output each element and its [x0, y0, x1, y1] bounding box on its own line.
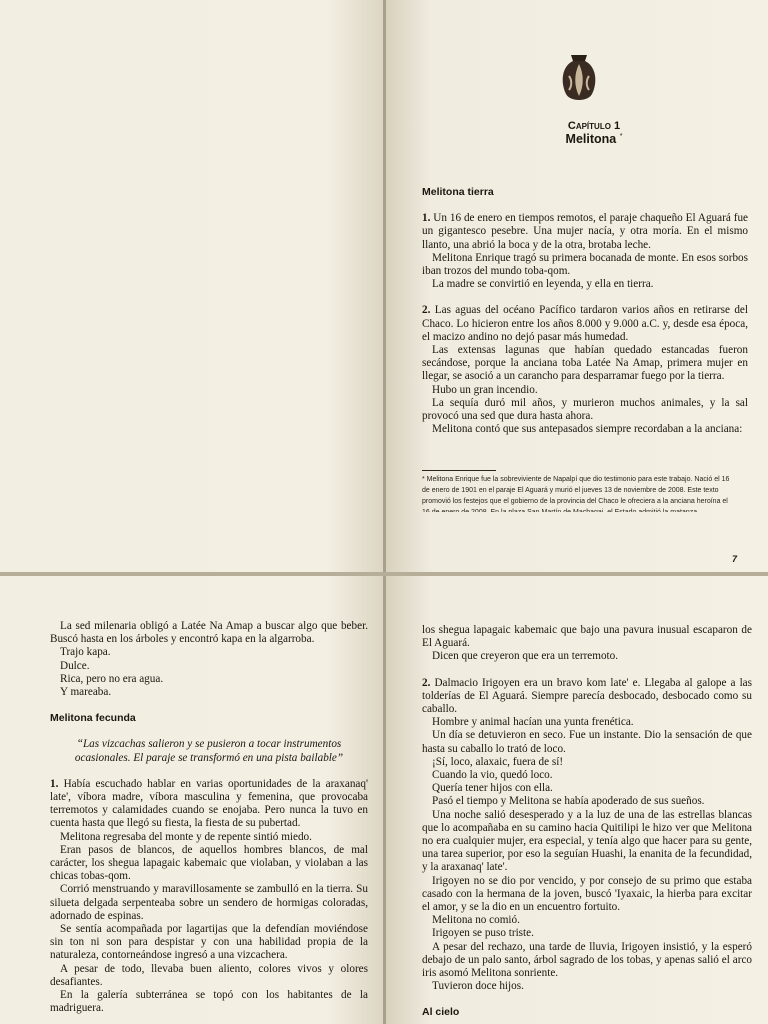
paragraph: 2. Dalmacio Irigoyen era un bravo kom late' e. Llegaba al galope a las tolderías de El Aguará. Siempre parecía desbocado, desbocado como su caballo. [422, 676, 752, 716]
paragraph: Hombre y animal hacían una yunta frenética. [432, 716, 634, 729]
paragraph: 1. Había escuchado hablar en varias oportunidades de la araxanaq' late', víbora madre, víbora masculina y femenina, que provocaba terremotos y calamidades cuando se enojaba. Pero nunca la tuvo en cuenta hasta que llegó su fiesta, la fiesta de su pubertad. [50, 777, 368, 830]
paragraph: Dulce. [60, 659, 90, 672]
paragraph-number: 1. [50, 777, 59, 790]
section-heading: Melitona tierra [422, 186, 494, 198]
paragraph: Se sentía acompañada por lagartijas que la defendían moviéndose sin ton ni son para despistar y con una habilidad propia de la naturaleza, contorneándose ingresó a una vizcachera. [50, 923, 368, 962]
paragraph: Cuando la vio, quedó loco. [432, 769, 553, 782]
paragraph: Melitona contó que sus antepasados siempre recordaban a la anciana: [432, 423, 743, 436]
paragraph: Tuvieron doce hijos. [432, 980, 524, 993]
clay-vessel-icon [560, 52, 598, 108]
paragraph: La madre se convirtió en leyenda, y ella en tierra. [432, 278, 654, 291]
paragraph: Melitona regresaba del monte y de repente sintió miedo. [60, 830, 312, 843]
chapter-kicker: Capítulo 1 [567, 120, 621, 132]
chapter-title: Melitona [565, 132, 617, 146]
paragraph: Melitona Enrique tragó su primera bocanada de monte. En esos sorbos iban trozos del mundo toba-qom. [422, 251, 748, 278]
paragraph: los shegua lapagaic kabemaic que bajo una pavura inusual escaparon de El Aguará. [422, 624, 752, 650]
paragraph: Dicen que creyeron que era un terremoto. [432, 650, 619, 663]
chapter-page [386, 0, 768, 512]
right-page [386, 512, 768, 1024]
paragraph: La sed milenaria obligó a Latée Na Amap a buscar algo que beber. Buscó hasta en los árboles y encontró kapa en la algarroba. [50, 620, 368, 646]
paragraph: Irigoyen se puso triste. [432, 927, 534, 940]
paragraph: ¡Sí, loco, alaxaic, fuera de sí! [432, 755, 564, 768]
paragraph: Y mareaba. [60, 686, 112, 699]
paragraph: Eran pasos de blancos, de aquellos hombres blancos, de mal carácter, los shegua lapagaic kabemaic que violaban, y violaban a las chicas tobas-qom. [50, 843, 368, 883]
paragraph: Pasó el tiempo y Melitona se había apoderado de sus sueños. [432, 795, 705, 808]
paragraph: Rica, pero no era agua. [60, 672, 164, 685]
left-page-text [50, 620, 368, 1015]
footnote: * Melitona Enrique fue la sobreviviente de Napalpí que dio testimonio para este trabajo. Nació el 16 de enero de 1901 en el paraje El Aguará y murió el jueves 13 de noviembre de 2008. Este texto promovió los festejos que el gobierno de la provincia del Chaco le ofreciera a la anciana heroína el [422, 476, 730, 505]
right-page-text [422, 624, 752, 1020]
paragraph: Un día se detuvieron en seco. Fue un instante. Dio la sensación de que hasta su caballo lo trató de loco. [422, 729, 752, 755]
paragraph: Trajo kapa. [60, 646, 111, 659]
paragraph: Melitona no comió. [432, 914, 520, 927]
paragraph: A pesar de todo, llevaba buen aliento, colores vivos y olores desafiantes. [50, 962, 368, 988]
paragraph-number: 2. [422, 304, 431, 317]
bottom-spread [0, 512, 768, 1024]
footnote-rule [422, 470, 496, 471]
chapter-heading [504, 120, 684, 146]
footnote-mark: * [619, 132, 623, 140]
paragraph: La sequía duró mil años, y murieron muchos animales, y la sal provocó una sed que dura hasta ahora. [422, 396, 748, 423]
paragraph: 2. Las aguas del océano Pacífico tardaron varios años en retirarse del Chaco. Lo hicieron entre los años 8.000 y 9.000 a.C. y, desde esa época, el macizo andino no dejó pasar más humedad. [422, 304, 749, 343]
section-heading: Al cielo [422, 1006, 460, 1019]
paragraph: Una noche salió desesperado y a la luz de una de las estrellas blancas que lo acompañaba en su camino hacia Quitilipi le hizo ver que Melitona no era cualquier mujer, era especial, y tenía algo que hacer para su gente, una tarea superior, por eso la seguían Huashi, la enanita de la fecundidad, y la araxanaq' late'. [422, 808, 752, 874]
paragraph: En la galería subterránea se topó con los habitantes de la madriguera. [50, 989, 368, 1015]
left-page [0, 512, 384, 1024]
paragraph-number: 1. [422, 212, 431, 225]
spread-seam [0, 572, 768, 576]
paragraph: Irigoyen no se dio por vencido, y por consejo de su primo que estaba casado con la hermana de la joven, buscó 'Iyaxaic, la hierba para excitar el amor, y se la dio en un encuentro fortuito. [422, 874, 752, 914]
paragraph: Las extensas lagunas que habían quedado estancadas fueron secándose, porque la anciana toba Latée Na Amap, primera mujer en llegar, se asoció a un carancho para desparramar fuego por la tierra. [422, 344, 748, 383]
section-heading: Melitona fecunda [50, 712, 136, 725]
paragraph: Corrió menstruando y maravillosamente se zambulló en la tierra. Su silueta delgada serpenteaba sobre un sendero de hormigas coloradas, adornado de espinas. [50, 883, 368, 922]
paragraph: A pesar del rechazo, una tarde de lluvia, Irigoyen insistió, y la esperó debajo de un palo santo, árbol sagrado de los tobas, y apenas salió el arco iris asomó Melitona sonriente. [422, 940, 752, 980]
blank-page [0, 0, 384, 512]
paragraph-number: 2. [422, 676, 431, 689]
epigraph: “Las vizcachas salieron y se pusieron a tocar instrumentos ocasionales. El paraje se transformó en una pista bailable” [74, 738, 344, 764]
paragraph: Hubo un gran incendio. [432, 383, 538, 396]
paragraph: Quería tener hijos con ella. [432, 782, 553, 795]
page-number: 7 [732, 554, 738, 564]
paragraph: 1. Un 16 de enero en tiempos remotos, el paraje chaqueño El Aguará fue un gigantesco pesebre. Una mujer nacía, y otra moría. En el mismo llanto, una abrió la boca y de la otra, brotaba leche. [422, 212, 748, 251]
chapter-text [422, 186, 748, 436]
